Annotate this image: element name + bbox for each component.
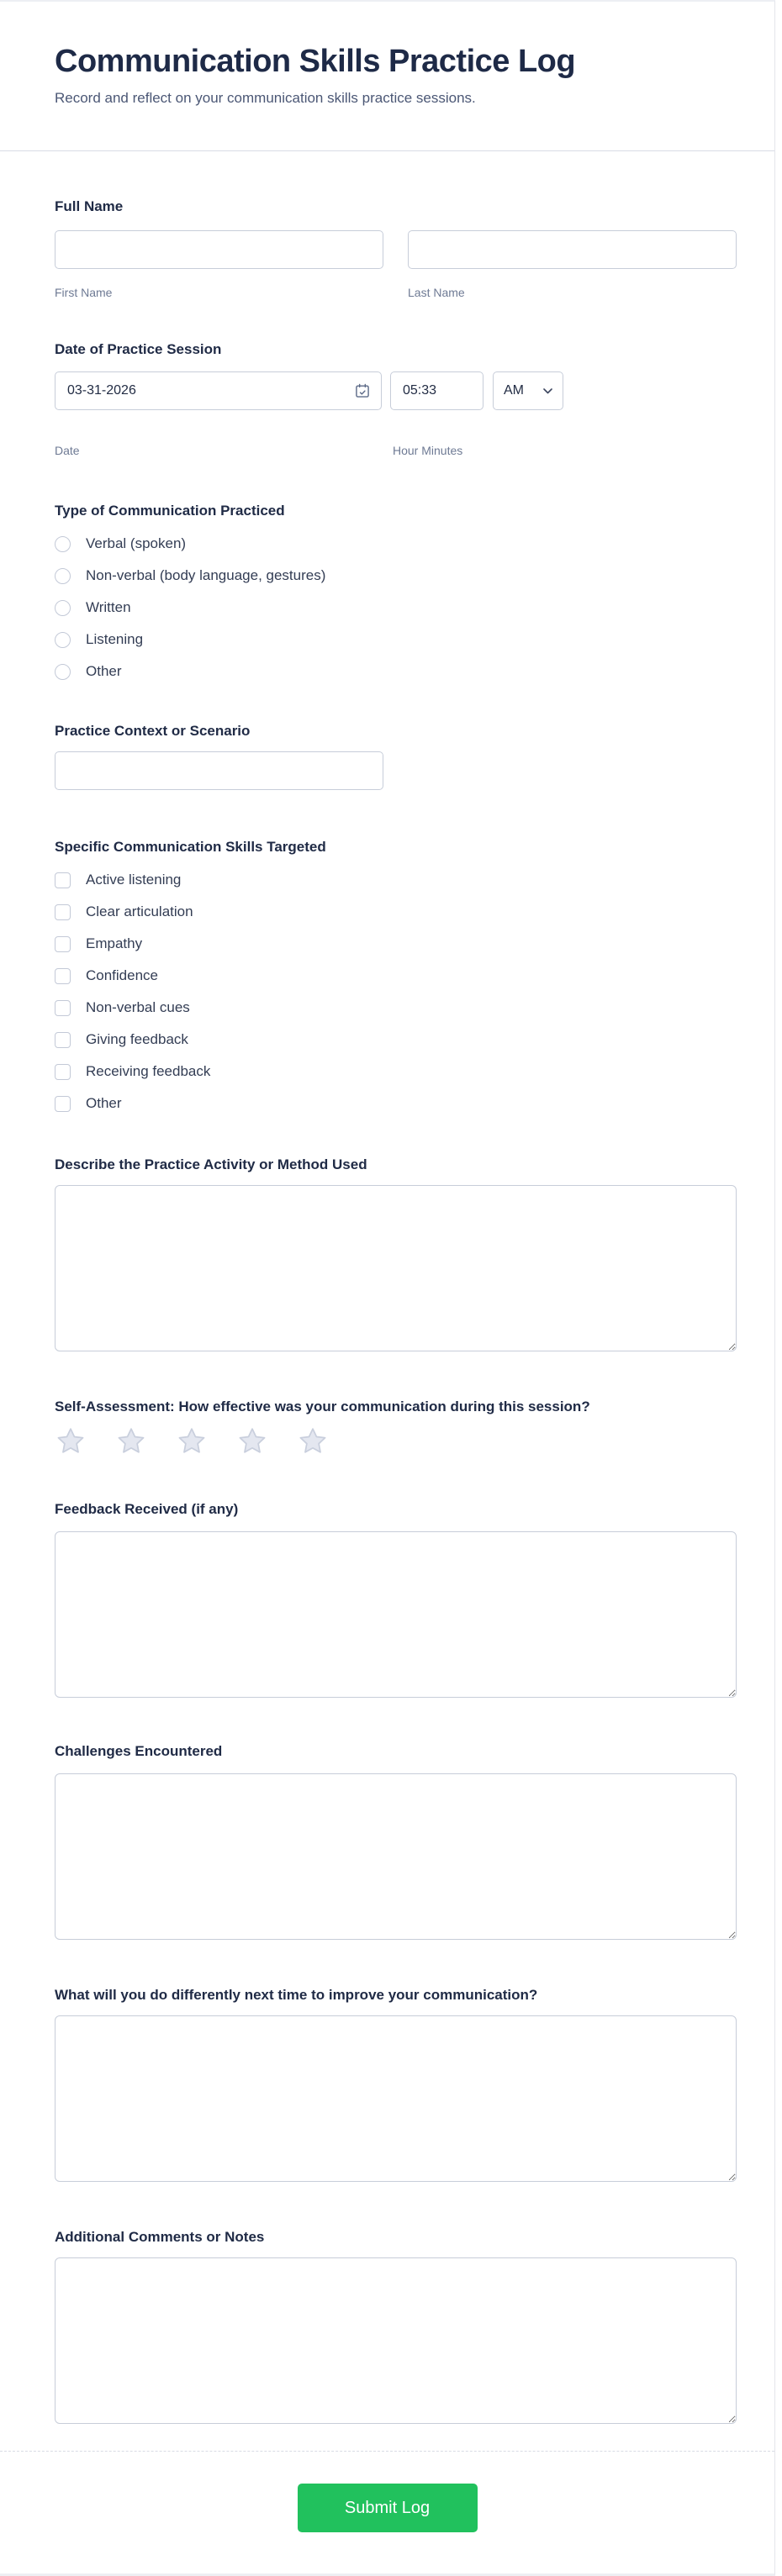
field-skills <box>55 839 737 1119</box>
checkbox-option-label: Active listening <box>86 872 182 888</box>
radio-icon[interactable] <box>55 600 71 616</box>
challenges-textarea[interactable] <box>55 1773 737 1940</box>
field-comm-type <box>55 503 737 687</box>
checkbox-option-label: Non-verbal cues <box>86 999 190 1015</box>
date-input-wrap <box>55 371 382 410</box>
page-subtitle: Record and reflect on your communication skills practice sessions. <box>55 90 476 106</box>
radio-icon[interactable] <box>55 664 71 680</box>
improvement-textarea[interactable] <box>55 2015 737 2182</box>
field-improvement <box>55 1987 737 2182</box>
footer-divider <box>0 2451 774 2452</box>
ampm-select[interactable] <box>493 371 563 410</box>
radio-option-label: Listening <box>86 631 144 647</box>
radio-option[interactable] <box>55 656 737 687</box>
star-icon[interactable] <box>176 1425 208 1457</box>
field-challenges <box>55 1743 737 1940</box>
name-row <box>55 230 737 299</box>
checkbox-icon[interactable] <box>55 936 71 952</box>
star-icon[interactable] <box>236 1425 268 1457</box>
form-body <box>0 198 774 2424</box>
improvement-label: What will you do differently next time to improve your communication? <box>55 1987 538 2003</box>
header-divider <box>0 150 774 151</box>
chevron-down-icon <box>543 388 552 394</box>
checkbox-option[interactable] <box>55 1056 737 1088</box>
feedback-textarea[interactable] <box>55 1531 737 1698</box>
date-sublabel: Date <box>55 444 80 457</box>
calendar-icon[interactable] <box>354 382 371 399</box>
star-icon[interactable] <box>115 1425 147 1457</box>
notes-textarea[interactable] <box>55 2257 737 2424</box>
radio-option[interactable] <box>55 560 737 592</box>
field-context <box>55 723 737 790</box>
radio-icon[interactable] <box>55 568 71 584</box>
context-label: Practice Context or Scenario <box>55 723 251 739</box>
star-rating <box>55 1425 737 1457</box>
skills-options <box>55 864 737 1119</box>
checkbox-icon[interactable] <box>55 968 71 984</box>
checkbox-option[interactable] <box>55 960 737 992</box>
activity-textarea[interactable] <box>55 1185 737 1351</box>
ampm-value: AM <box>504 383 524 398</box>
context-input[interactable] <box>55 751 383 790</box>
radio-option-label: Written <box>86 599 131 615</box>
full-name-label: Full Name <box>55 198 124 214</box>
checkbox-option-label: Clear articulation <box>86 903 193 919</box>
checkbox-option-label: Empathy <box>86 935 143 951</box>
checkbox-option-label: Confidence <box>86 967 159 983</box>
first-name-sublabel: First Name <box>55 286 113 299</box>
time-sublabel: Hour Minutes <box>393 444 463 457</box>
feedback-label: Feedback Received (if any) <box>55 1501 239 1517</box>
checkbox-option-label: Giving feedback <box>86 1031 188 1047</box>
radio-option[interactable] <box>55 528 737 560</box>
field-self-assessment <box>55 1399 737 1457</box>
date-input[interactable] <box>55 371 382 410</box>
time-input[interactable] <box>390 371 483 410</box>
radio-option-label: Other <box>86 663 122 679</box>
checkbox-option-label: Other <box>86 1095 122 1111</box>
radio-option-label: Non-verbal (body language, gestures) <box>86 567 326 583</box>
radio-option[interactable] <box>55 592 737 624</box>
first-name-input[interactable] <box>55 230 383 269</box>
checkbox-option[interactable] <box>55 992 737 1024</box>
self-assessment-label: Self-Assessment: How effective was your communication during this session? <box>55 1399 590 1414</box>
checkbox-icon[interactable] <box>55 904 71 920</box>
checkbox-icon[interactable] <box>55 1064 71 1080</box>
first-name-col <box>55 230 383 299</box>
radio-icon[interactable] <box>55 632 71 648</box>
last-name-col <box>408 230 737 299</box>
star-icon[interactable] <box>55 1425 87 1457</box>
form-header <box>0 2 774 107</box>
checkbox-icon[interactable] <box>55 1032 71 1048</box>
field-feedback <box>55 1501 737 1698</box>
checkbox-option[interactable] <box>55 928 737 960</box>
date-sublabels <box>55 427 737 457</box>
submit-button[interactable]: Submit Log <box>298 2484 478 2532</box>
radio-option-label: Verbal (spoken) <box>86 535 187 551</box>
skills-label: Specific Communication Skills Targeted <box>55 839 326 855</box>
checkbox-option[interactable] <box>55 1024 737 1056</box>
last-name-sublabel: Last Name <box>408 286 465 299</box>
challenges-label: Challenges Encountered <box>55 1743 223 1759</box>
checkbox-icon[interactable] <box>55 872 71 888</box>
date-row <box>55 371 737 410</box>
comm-type-label: Type of Communication Practiced <box>55 503 285 519</box>
checkbox-option[interactable] <box>55 1088 737 1119</box>
field-session-date <box>55 341 737 457</box>
activity-label: Describe the Practice Activity or Method Used <box>55 1156 367 1172</box>
checkbox-option[interactable] <box>55 896 737 928</box>
comm-type-options <box>55 528 737 687</box>
last-name-input[interactable] <box>408 230 737 269</box>
field-full-name <box>55 198 737 299</box>
checkbox-icon[interactable] <box>55 1096 71 1112</box>
page-title: Communication Skills Practice Log <box>55 44 576 79</box>
radio-option[interactable] <box>55 624 737 656</box>
notes-label: Additional Comments or Notes <box>55 2229 265 2245</box>
star-icon[interactable] <box>297 1425 329 1457</box>
checkbox-icon[interactable] <box>55 1000 71 1016</box>
checkbox-option[interactable] <box>55 864 737 896</box>
session-date-label: Date of Practice Session <box>55 341 222 357</box>
field-notes <box>55 2229 737 2424</box>
submit-row <box>0 2484 774 2572</box>
field-activity <box>55 1156 737 1351</box>
checkbox-option-label: Receiving feedback <box>86 1063 211 1079</box>
radio-icon[interactable] <box>55 536 71 552</box>
